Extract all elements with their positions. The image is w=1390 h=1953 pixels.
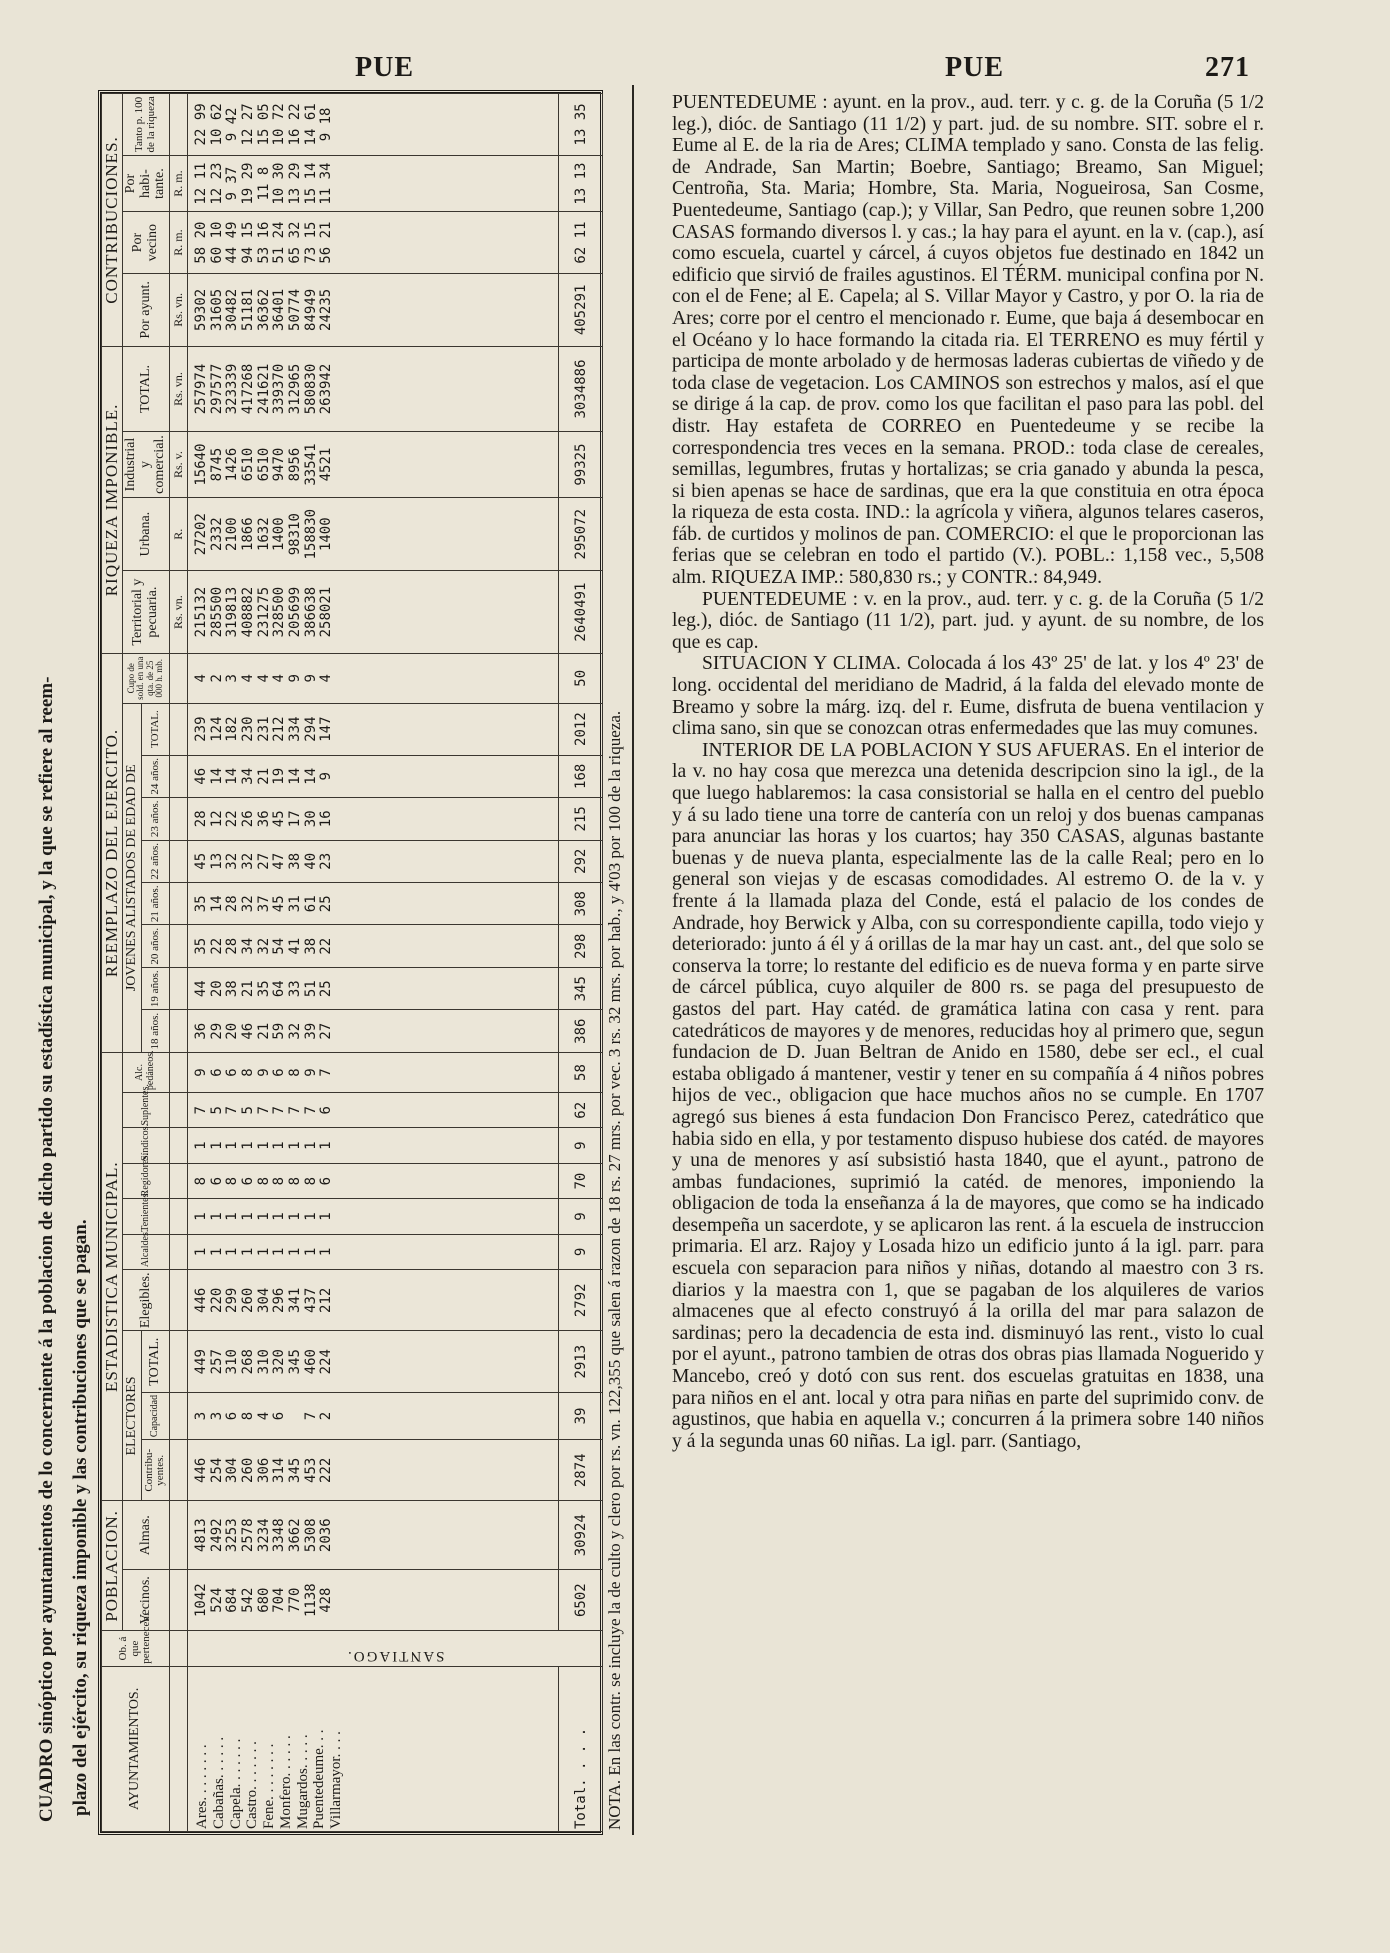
unit-industrial: Rs. v.	[169, 432, 187, 498]
cells-por-vecino: 58 20 60 10 44 49 94 15 53 16 51 24 65 32 73 15 56 21	[187, 212, 558, 273]
col-riqueza-total: TOTAL.	[122, 346, 169, 431]
total-suplentes: 62	[558, 1093, 602, 1128]
cells-24: 46 14 14 34 21 19 14 14 9	[187, 755, 558, 797]
unit-por-vecino: R. m.	[169, 212, 187, 273]
col-21: 21 años.	[141, 883, 169, 925]
cells-22: 45 13 32 32 27 47 38 40 23	[187, 840, 558, 882]
total-tenientes: 9	[558, 1199, 602, 1234]
col-por-vecino: Por vecino	[122, 212, 169, 273]
cells-por-ayunt: 59302 31605 30482 51181 36362 36401 50774 84949 24235	[187, 273, 558, 346]
unit-urbana: R.	[169, 498, 187, 571]
col-almas: Almas.	[122, 1501, 169, 1569]
paragraph-villa: PUENTEDEUME : v. en la prov., aud. terr. y c. g. de la Coruña (5 1/2 leg.), dióc. de Santiago (11 1/2), part. jud. y ayunt. de su nombre, de los que es cap.	[672, 588, 1264, 653]
cells-alcaldes: 1 1 1 1 1 1 1 1 1	[187, 1234, 558, 1269]
col-jovenes-total: TOTAL.	[141, 703, 169, 755]
col-20: 20 años.	[141, 925, 169, 967]
cells-18: 36 29 20 46 21 59 32 39 27	[187, 1010, 558, 1052]
total-19: 345	[558, 967, 602, 1009]
total-almas: 30924	[558, 1501, 602, 1569]
total-por-ayunt: 405291	[558, 273, 602, 346]
cells-jovenes-total: 239 124 182 230 231 212 334 294 147	[187, 703, 558, 755]
unit-por-ayunt: Rs. vn.	[169, 273, 187, 346]
group-reemplazo: REEMPLAZO DEL EJERCITO.	[102, 653, 123, 1052]
synoptic-table	[98, 90, 603, 1835]
col-cupo: Cupo de sold. en una qta. de 25 000 h. mb.	[122, 653, 169, 703]
total-riqueza: 3034886	[558, 346, 602, 431]
cells-elegibles: 446 220 299 260 304 296 341 437 212	[187, 1270, 558, 1331]
col-alc-pedaneos: Alc. pedáneos.	[122, 1052, 169, 1092]
total-regidores: 70	[558, 1163, 602, 1198]
table-caption-line-1: CUADRO sinóptico por ayuntamientos de lo concerniente á la poblacion de dicho partido su estadística municipal, y la que se refiere al reem-	[36, 676, 57, 1822]
cells-contribuyentes: 446 254 304 260 306 314 345 453 222	[187, 1440, 558, 1501]
total-alc-pedaneos: 58	[558, 1052, 602, 1092]
col-19: 19 años.	[141, 967, 169, 1009]
cells-23: 28 12 22 26 36 45 17 30 16	[187, 798, 558, 840]
paragraph-interior: INTERIOR DE LA POBLACION Y SUS AFUERAS. En el interior de la v. no hay cosa que merezca una detenida descripcion sino la igl., de la que luego hablaremos: la casa consistorial se halla en el centro del pueblo y á su lado tiene una torre de cantería con un reloj y dos buenas campanas para anunciar las horas y los cuartos; hay 350 CASAS, algunas bastante buenas y de nueva planta, especialmente las de la calle Real; pero en lo general son viejas y de escasas comodidades. Al estremo O. de la v. y frente á la llamada plaza del Conde, está el palacio de los condes de Andrade, hoy Berwick y Alba, con su correspondiente capilla, todo viejo y deteriorado: junto á él y á orillas de la mar hay un cast. ant., del que solo se conserva la torre; lo restante del edificio es de nueva forma y en parte sirve de cárcel pública, cuyo alquiler de 800 rs. se paga del presupuesto de gastos del part. Hay catéd. de gramática latina con casa y rent. para catedráticos de mayores y de menores, reducidas hoy al primero que, segun fundacion de D. Juan Beltran de Anido en 1580, debe ser ecl., el cual estaba obligado á mantener, vestir y tener en su compañía á 4 niños pobres hijos de vec., obligacion que hace muchos años no se cumple. En 1707 agregó sus bienes á esta fundacion Don Francisco Perez, catedrático que habia sido en ella, y por testamento dispuso hubiese dos catéd. de mayores y una de menores y así subsistió hasta 1840, que el ayunt., patrono de ambas fundaciones, suprimió la catéd. de menores, imponiendo la obligacion de toda la enseñanza á la de mayores, que como se ha indicado desempeña un sacerdote, y se aplicaron las rent. á la escuela de instruccion primaria. El arz. Rajoy y Losada hizo un edificio junto á la igl. parr. para escuela con separacion para niños y niñas, dotando al maestro con 3 rs. diarios y la maestra con 1, que se pagaban de los alquileres de varios almacenes que al efecto construyó á la orilla del mar para salazon de sardinas; pero la decadencia de esta ind. disminuyó las rent., visto lo cual por el ayunt., patrono tambien de otras dos obras pias llamada Noguerido y Mancebo, creó y dotó con sus rent. dos escuelas gratuitas en 1838, una para niños en el ant. local y otra para niñas en parte del suprimido conv. de agustinos, que habia en aquella v.; concurren á la primera sobre 140 niños y á la segunda unas 60 niñas. La igl. parr. (Santiago,	[672, 739, 1264, 1452]
total-alcaldes: 9	[558, 1234, 602, 1269]
group-riqueza: RIQUEZA IMPONIBLE.	[102, 346, 123, 653]
cells-riqueza-total: 257974 297577 323339 417268 241621 339370 312965 580830 263942	[187, 346, 558, 431]
total-por-habitante: 13 13	[558, 155, 602, 212]
col-industrial: Industrial y comercial.	[122, 432, 169, 498]
total-20: 298	[558, 925, 602, 967]
col-urbana: Urbana.	[122, 498, 169, 571]
col-electores-total: TOTAL.	[141, 1331, 169, 1392]
group-jovenes: JOVENES ALISTADOS DE EDAD DE	[122, 703, 141, 1052]
cells-21: 35 14 28 32 37 45 31 61 25	[187, 883, 558, 925]
group-poblacion: POBLACION.	[102, 1501, 123, 1631]
total-18: 386	[558, 1010, 602, 1052]
cells-industrial: 15640 8745 1426 6510 6510 9470 8956 33541 4521	[187, 432, 558, 498]
total-contribuyentes: 2874	[558, 1440, 602, 1501]
cells-electores-total: 449 257 310 268 310 320 345 460 224	[187, 1331, 558, 1392]
unit-por-habitante: R. m.	[169, 155, 187, 212]
col-por-ayunt: Por ayunt.	[122, 273, 169, 346]
paragraph-situacion: SITUACION Y CLIMA. Colocada á los 43º 25' de lat. y los 4º 23' de long. occidental del meridiano de Madrid, á la falda del elevado monte de Breamo y sobre la márg. izq. del r. Eume, disfruta de buena ventilacion y clima sano, sin que se conozcan otras enfermedades que las muy comunes.	[672, 653, 1264, 740]
col-ayuntamientos: AYUNTAMIENTOS.	[102, 1666, 170, 1831]
cells-20: 35 22 28 34 32 54 41 38 22	[187, 925, 558, 967]
totals-row	[558, 94, 602, 1832]
cells-por-habitante: 12 11 12 23 9 37 19 29 11 8 10 30 13 29 15 14 11 34	[187, 155, 558, 212]
data-rows	[187, 94, 558, 1832]
cells-urbana: 27202 2332 2100 1866 1632 1400 98310 158830 1400	[187, 498, 558, 571]
total-urbana: 295072	[558, 498, 602, 571]
ayuntamiento-names: Ares. . . . . . . . Cabañas. . . . . . Capela. . . . . . . Castro. . . . . . . Fene. . . . . . . . Monfero. . . . . . Mugardos. . . . . Puentedeume. . . Villarmayor. . . .	[187, 1666, 558, 1831]
obispado-cell	[187, 1631, 602, 1666]
running-header-right: PUE	[945, 52, 1004, 83]
col-regidores: Regidores.	[122, 1163, 169, 1198]
col-obispado: Ob. á que pertenecen.	[102, 1631, 170, 1666]
cuadro-table	[101, 93, 603, 1832]
col-vecinos: Vecinos.	[122, 1569, 169, 1630]
col-suplentes: Suplentes.	[122, 1093, 169, 1128]
cells-regidores: 8 6 8 6 8 8 8 8 6	[187, 1163, 558, 1198]
cells-19: 44 20 38 21 35 64 33 51 25	[187, 967, 558, 1009]
total-sindicos: 9	[558, 1128, 602, 1163]
cells-tenientes: 1 1 1 1 1 1 1 1 1	[187, 1199, 558, 1234]
column-divider	[632, 85, 634, 1835]
col-18: 18 años.	[141, 1010, 169, 1052]
unit-riqueza-total: Rs. vn.	[169, 346, 187, 431]
total-territorial: 2640491	[558, 571, 602, 654]
total-22: 292	[558, 840, 602, 882]
col-22: 22 años.	[141, 840, 169, 882]
cells-vecinos: 1042 524 684 542 680 704 770 1138 428	[187, 1569, 558, 1630]
cells-tanto: 22 99 10 62 9 42 12 27 15 05 10 72 16 22 14 61 9 18	[187, 94, 558, 156]
group-estadistica: ESTADISTICA MUNICIPAL.	[102, 1052, 123, 1501]
table-caption-line-2: plazo del ejército, su riqueza imponible y las contribuciones que se pagan.	[70, 1219, 91, 1816]
col-por-habitante: Por habi-tante.	[122, 155, 169, 212]
cells-capacidad: 3 3 6 8 4 6 7 2	[187, 1392, 558, 1439]
cells-almas: 4813 2492 3253 2578 3234 3348 3662 5308 2036	[187, 1501, 558, 1569]
total-tanto: 13 35	[558, 94, 602, 156]
group-electores: ELECTORES	[122, 1331, 141, 1501]
col-sindicos: Síndicos.	[122, 1128, 169, 1163]
cells-cupo: 4 2 3 4 4 4 9 9 4	[187, 653, 558, 703]
cells-territorial: 215132 285500 319813 408882 231275 328500 205699 386638 258021	[187, 571, 558, 654]
total-cupo: 50	[558, 653, 602, 703]
total-por-vecino: 62 11	[558, 212, 602, 273]
unit-territorial: Rs. vn.	[169, 571, 187, 654]
table-note: NOTA. En las contr. se incluye la de culto y clero por rs. vn. 122,355 que salen á razon de 18 rs. 27 mrs. por vec. 3 rs. 32 mrs. por hab., y 4'03 por 100 de la riqueza.	[605, 710, 624, 1830]
total-23: 215	[558, 798, 602, 840]
paragraph-ayuntamiento: PUENTEDEUME : ayunt. en la prov., aud. terr. y c. g. de la Coruña (5 1/2 leg.), dióc. de Santiago (11 1/2) y part. jud. de su nombre. SIT. sobre el r. Eume al E. de la ria de Ares; CLIMA templado y sano. Consta de las felig. de Andrade, San Martin; Boebre, Santiago; Breamo, San Miguel; Centroña, Sta. Maria; Hombre, Sta. Maria, Nogueirosa, San Cosme, Puentedeume, Santiago (cap.); y Villar, San Pedro, que reunen sobre 1,200 CASAS formando diversos l. y cas.; la hay para el ayunt. en la v. (cap.), así como escuela, cuartel y cárcel, á cuyos objetos fue destinado en 1842 un edificio que sirvió de frailes agustinos. El TÉRM. municipal confina por N. con el de Fene; al E. Capela; al S. Villar Mayor y Castro, y por O. la ria de Ares; corre por el centro el mencionado r. Eume, que baja á desembocar en el Océano y lo hace formando la citada ria. El TERRENO es muy fértil y participa de monte arbolado y de hermosas laderas cubiertas de viñedo y de toda clase de vegetacion. Los CAMINOS son estrechos y malos, así el que se dirige á la cap. de prov. como los que facilitan el paso para las pobl. del distr. Hay estafeta de CORREO en Puentedeume y se recibe la correspondencia tres veces en la semana. PROD.: toda clase de cereales, semillas, legumbres, frutas y hortalizas; se cria ganado y abunda la pesca, si bien apenas se hace de sardinas, que era la que constituia en otra época la riqueza de esta costa. IND.: la agrícola y viñera, algunos telares caseros, fáb. de curtidos y molinos de pan. COMERCIO: el que le proporcionan las ferias que se celebran en todo el partido (V.). POBL.: 1,158 vec., 5,508 alm. RIQUEZA IMP.: 580,830 rs.; y CONTR.: 84,949.	[672, 92, 1264, 589]
col-tanto-por-ciento: Tanto p. 100 de la riqueza	[122, 94, 169, 156]
article-body	[672, 92, 1264, 1452]
col-territorial: Territorial y pecuaria.	[122, 571, 169, 654]
col-23: 23 años.	[141, 798, 169, 840]
page-number: 271	[1205, 52, 1250, 83]
col-capacidad: Capacidad	[141, 1392, 169, 1439]
total-elegibles: 2792	[558, 1270, 602, 1331]
col-contribuyentes: Contribu-yentes.	[141, 1440, 169, 1501]
running-header-left: PUE	[355, 52, 414, 83]
col-alcaldes: Alcaldes.	[122, 1234, 169, 1269]
total-industrial: 99325	[558, 432, 602, 498]
total-capacidad: 39	[558, 1392, 602, 1439]
total-21: 308	[558, 883, 602, 925]
cells-suplentes: 7 5 7 5 7 7 7 7 6	[187, 1093, 558, 1128]
total-electores: 2913	[558, 1331, 602, 1392]
obispado-value: SANTIAGO.	[345, 1647, 445, 1664]
col-24: 24 años.	[141, 755, 169, 797]
col-tenientes: Tenientes.	[122, 1199, 169, 1234]
group-contribuciones: CONTRIBUCIONES.	[102, 94, 123, 347]
total-24: 168	[558, 755, 602, 797]
total-jovenes: 2012	[558, 703, 602, 755]
cells-sindicos: 1 1 1 1 1 1 1 1 1	[187, 1128, 558, 1163]
total-vecinos: 6502	[558, 1569, 602, 1630]
col-elegibles: Elegibles.	[122, 1270, 169, 1331]
total-label: Total. . . .	[558, 1666, 602, 1831]
cells-alc-pedaneos: 9 6 6 8 9 6 8 9 7	[187, 1052, 558, 1092]
